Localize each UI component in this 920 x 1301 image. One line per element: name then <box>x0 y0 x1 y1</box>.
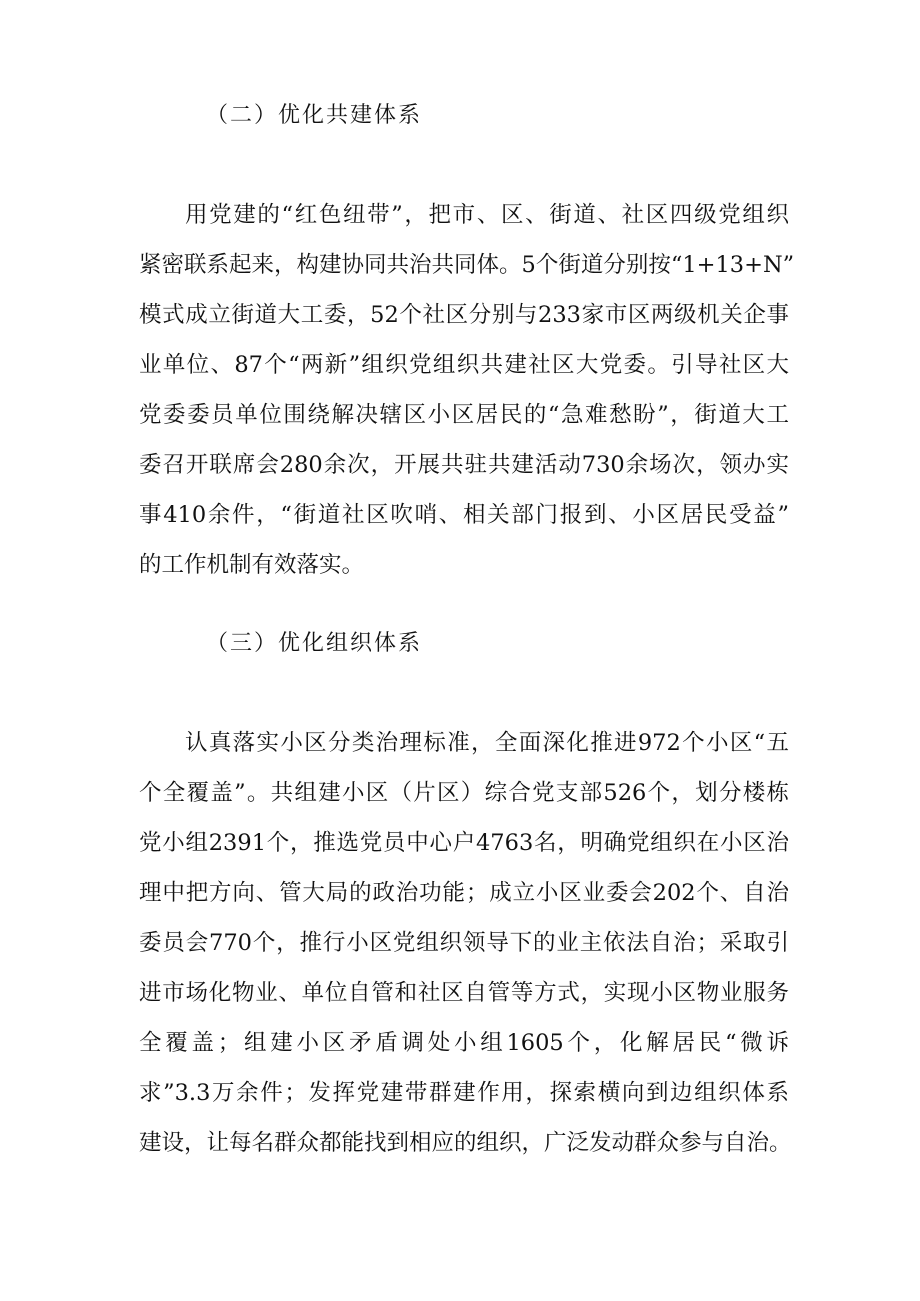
paragraph-line: 事410余件，“街道社区吹哨、相关部门报到、小区居民受益” <box>139 502 789 528</box>
paragraph-line: 委员会770个，推行小区党组织领导下的业主依法自治；采取引 <box>139 930 789 956</box>
paragraph-line: 建设，让每名群众都能找到相应的组织，广泛发动群众参与自治。 <box>139 1130 792 1156</box>
paragraph-line: 业单位、87个“两新”组织党组织共建社区大党委。引导社区大 <box>139 352 789 378</box>
paragraph-line: 全覆盖；组建小区矛盾调处小组1605个，化解居民“微诉 <box>139 1030 789 1056</box>
section-3-paragraph <box>139 718 792 1168</box>
paragraph-line: 党委委员单位围绕解决辖区小区居民的“急难愁盼”，街道大工 <box>139 402 789 428</box>
paragraph-line: 党小组2391个，推选党员中心户4763名，明确党组织在小区治 <box>139 830 789 856</box>
paragraph-line: 紧密联系起来，构建协同共治共同体。5个街道分别按“1+13+N” <box>139 252 795 278</box>
section-2-paragraph <box>139 190 795 590</box>
section-2-heading: （二）优化共建体系 <box>206 103 423 128</box>
section-3-heading: （三）优化组织体系 <box>206 631 423 656</box>
paragraph-line: 认真落实小区分类治理标准，全面深化推进972个小区“五 <box>185 730 789 756</box>
paragraph-line: 用党建的“红色纽带”，把市、区、街道、社区四级党组织 <box>185 202 789 228</box>
paragraph-line: 模式成立街道大工委，52个社区分别与233家市区两级机关企事 <box>139 302 789 328</box>
paragraph-line: 的工作机制有效落实。 <box>139 552 365 578</box>
paragraph-line: 进市场化物业、单位自管和社区自管等方式，实现小区物业服务 <box>139 980 789 1006</box>
paragraph-line: 个全覆盖”。共组建小区（片区）综合党支部526个，划分楼栋 <box>139 780 789 806</box>
paragraph-line: 委召开联席会280余次，开展共驻共建活动730余场次，领办实 <box>139 452 789 478</box>
paragraph-line: 求”3.3万余件；发挥党建带群建作用，探索横向到边组织体系 <box>139 1080 789 1106</box>
paragraph-line: 理中把方向、管大局的政治功能；成立小区业委会202个、自治 <box>139 880 789 906</box>
